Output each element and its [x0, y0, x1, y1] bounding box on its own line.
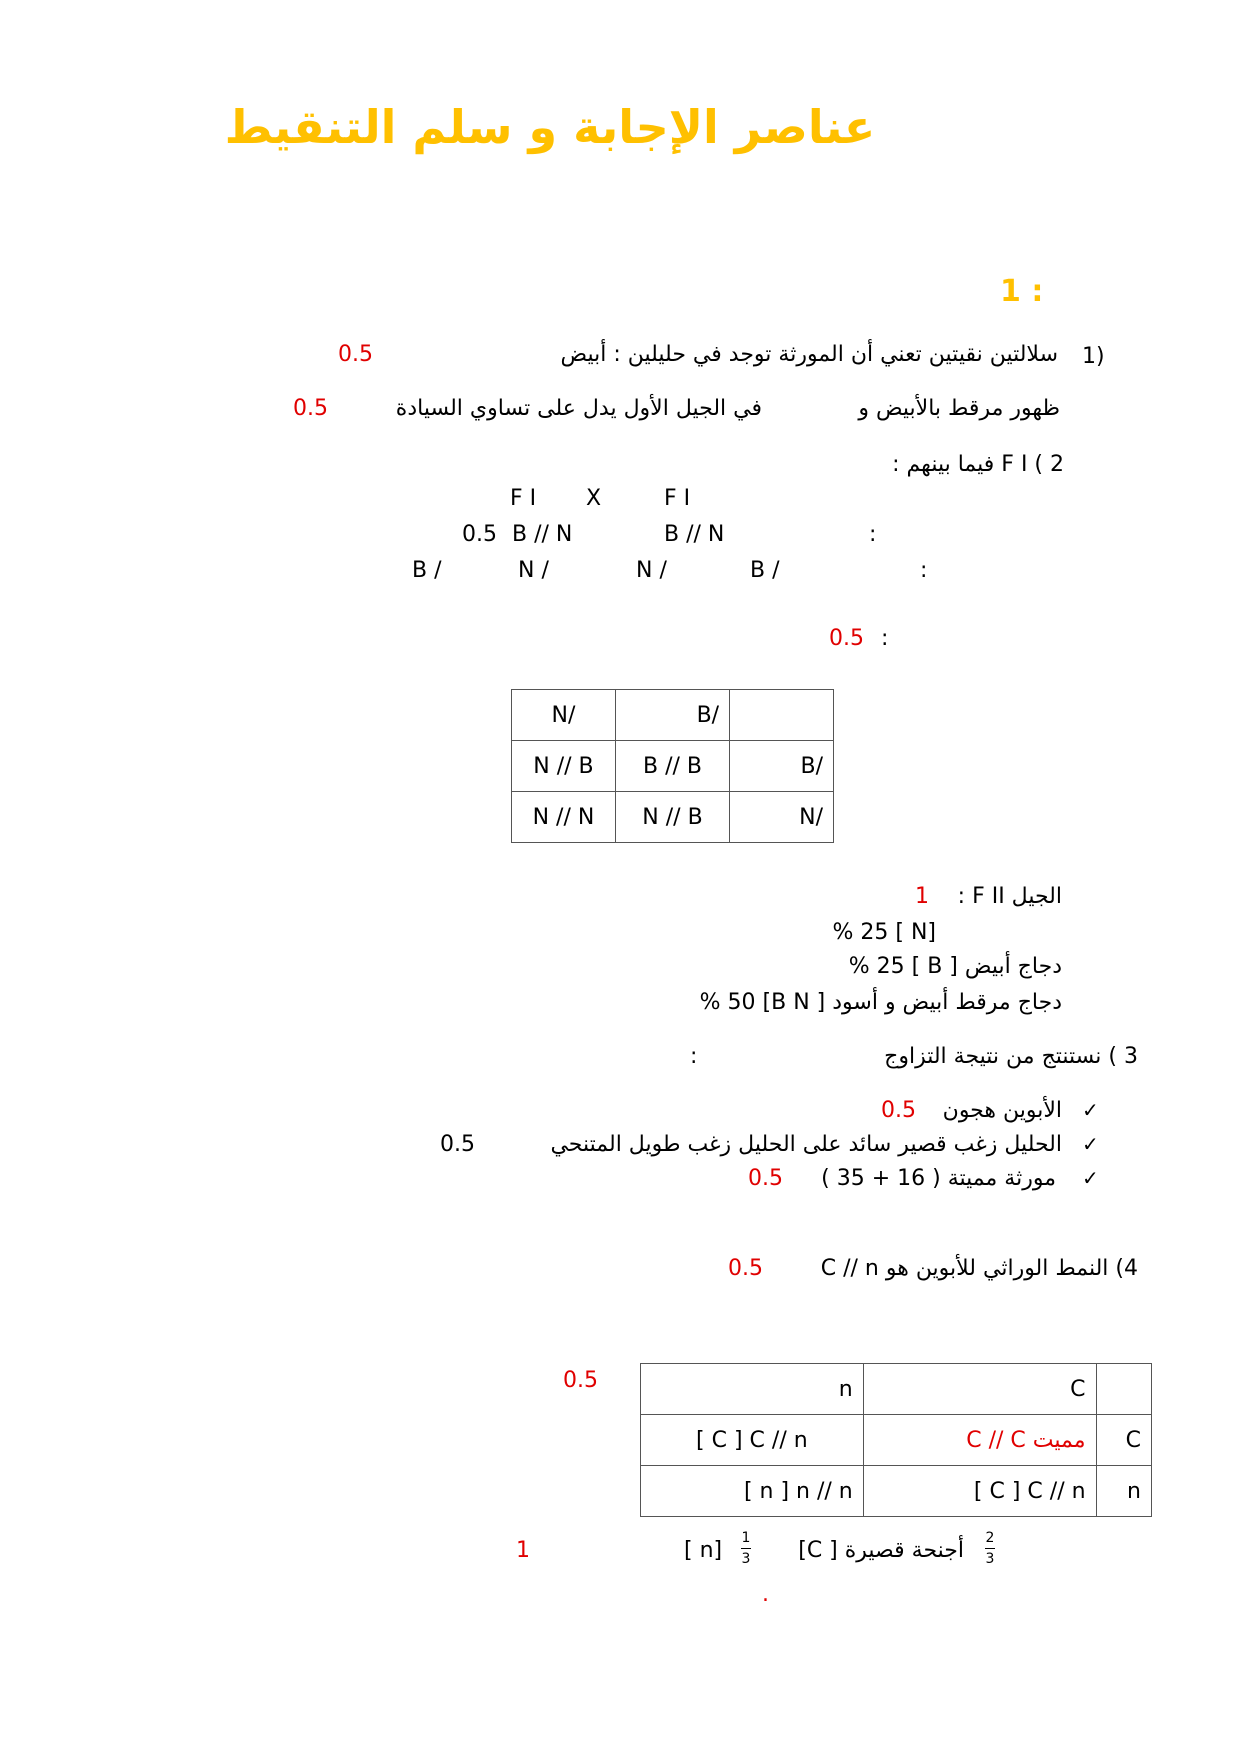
q3-conclusion-3-score: 0.5 [748, 1166, 783, 1191]
punnett-square-2 [640, 1363, 1152, 1517]
fraction-c-denominator: 3 [985, 1551, 995, 1567]
result-c-text: أجنحة قصيرة [ C] [798, 1538, 964, 1563]
section-number: : 1 [1000, 274, 1044, 309]
table2-cell: C [1096, 1415, 1151, 1466]
fraction-c [985, 1530, 995, 1567]
gamete-2: N / [636, 558, 667, 583]
f2-score: 1 [915, 884, 929, 909]
table2-cell: [ C ] C // n [641, 1415, 864, 1466]
page-title: عناصر الإجابة و سلم التنقيط [224, 100, 876, 154]
q4-text: 4) النمط الوراثي للأبوين هو C // n [820, 1256, 1138, 1281]
table1-cell: B // B [615, 741, 729, 792]
table2-cell [1096, 1364, 1151, 1415]
table1-cell: N/ [730, 792, 834, 843]
punnett-square-1 [511, 689, 834, 843]
cross-right: F I [664, 486, 691, 511]
f2-label: الجيل F II : [957, 884, 1062, 909]
q2-heading: : فيما بينهم F I ( 2 [892, 452, 1064, 477]
q1-line2a: ظهور مرقط بالأبيض و [858, 396, 1060, 421]
fraction-n-numerator: 1 [741, 1530, 751, 1546]
gamete-4: B / [412, 558, 442, 583]
genotype-colon: : [869, 522, 877, 547]
genotype-right: B // N [664, 522, 725, 547]
result-dot: . [762, 1582, 769, 1607]
cross-left: F I [510, 486, 537, 511]
genotype-score: 0.5 [462, 522, 497, 547]
q1-line2b: في الجيل الأول يدل على تساوي السيادة [395, 396, 762, 421]
check-icon: ✓ [1082, 1166, 1099, 1190]
fraction-c-numerator: 2 [985, 1530, 995, 1546]
table2-cell: n [641, 1364, 864, 1415]
table1-cell: N // B [615, 792, 729, 843]
table1-cell [730, 690, 834, 741]
q4-score: 0.5 [728, 1256, 763, 1281]
result-score: 1 [516, 1538, 530, 1563]
f2-result-2: دجاج أبيض [ B ] 25 % [848, 954, 1062, 979]
gamete-3: N / [518, 558, 549, 583]
f2-result-1: % 25 [ N] [832, 920, 936, 945]
table1-cell: N // B [512, 741, 616, 792]
echiquier-colon: : [881, 626, 889, 651]
cross-symbol: X [586, 486, 602, 511]
fraction-n [741, 1530, 751, 1567]
q3-conclusion-3: مورثة مميتة ( 16 + 35 ) [821, 1166, 1056, 1191]
table1-cell: N // N [512, 792, 616, 843]
fraction-n-denominator: 3 [741, 1551, 751, 1567]
q1-line1: سلالتين نقيتين تعني أن المورثة توجد في حليلين : أبيض [560, 342, 1058, 367]
table1-cell: B/ [730, 741, 834, 792]
table1-cell: B/ [615, 690, 729, 741]
table2-cell: n [1096, 1466, 1151, 1517]
f2-result-3: دجاج مرقط أبيض و أسود [ B N] 50 % [699, 990, 1062, 1015]
gamete-1: B / [750, 558, 780, 583]
table2-score: 0.5 [563, 1368, 598, 1393]
q1-score2: 0.5 [293, 396, 328, 421]
q3-conclusion-1-score: 0.5 [881, 1098, 916, 1123]
table2-cell: C [863, 1364, 1096, 1415]
genotype-left: B // N [512, 522, 573, 547]
q1-number: 1) [1082, 344, 1105, 369]
echiquier-score: 0.5 [829, 626, 864, 651]
q3-heading: 3 ) نستنتج من نتيجة التزاوج [884, 1044, 1138, 1069]
q1-score1: 0.5 [338, 342, 373, 367]
check-icon: ✓ [1082, 1132, 1099, 1156]
table2-cell: [ C ] C // n [863, 1466, 1096, 1517]
q3-conclusion-1: الأبوين هجون [942, 1098, 1062, 1123]
gametes-colon: : [920, 558, 928, 583]
q3-colon: : [690, 1044, 698, 1069]
table1-cell: N/ [512, 690, 616, 741]
table2-cell: [ n ] n // n [641, 1466, 864, 1517]
result-n-text: [ n] [684, 1538, 723, 1563]
check-icon: ✓ [1082, 1098, 1099, 1122]
q3-conclusion-2: الحليل زغب قصير سائد على الحليل زغب طويل المتنحي [550, 1132, 1062, 1157]
table2-cell: مميت C // C [863, 1415, 1096, 1466]
q3-conclusion-2-score: 0.5 [440, 1132, 475, 1157]
